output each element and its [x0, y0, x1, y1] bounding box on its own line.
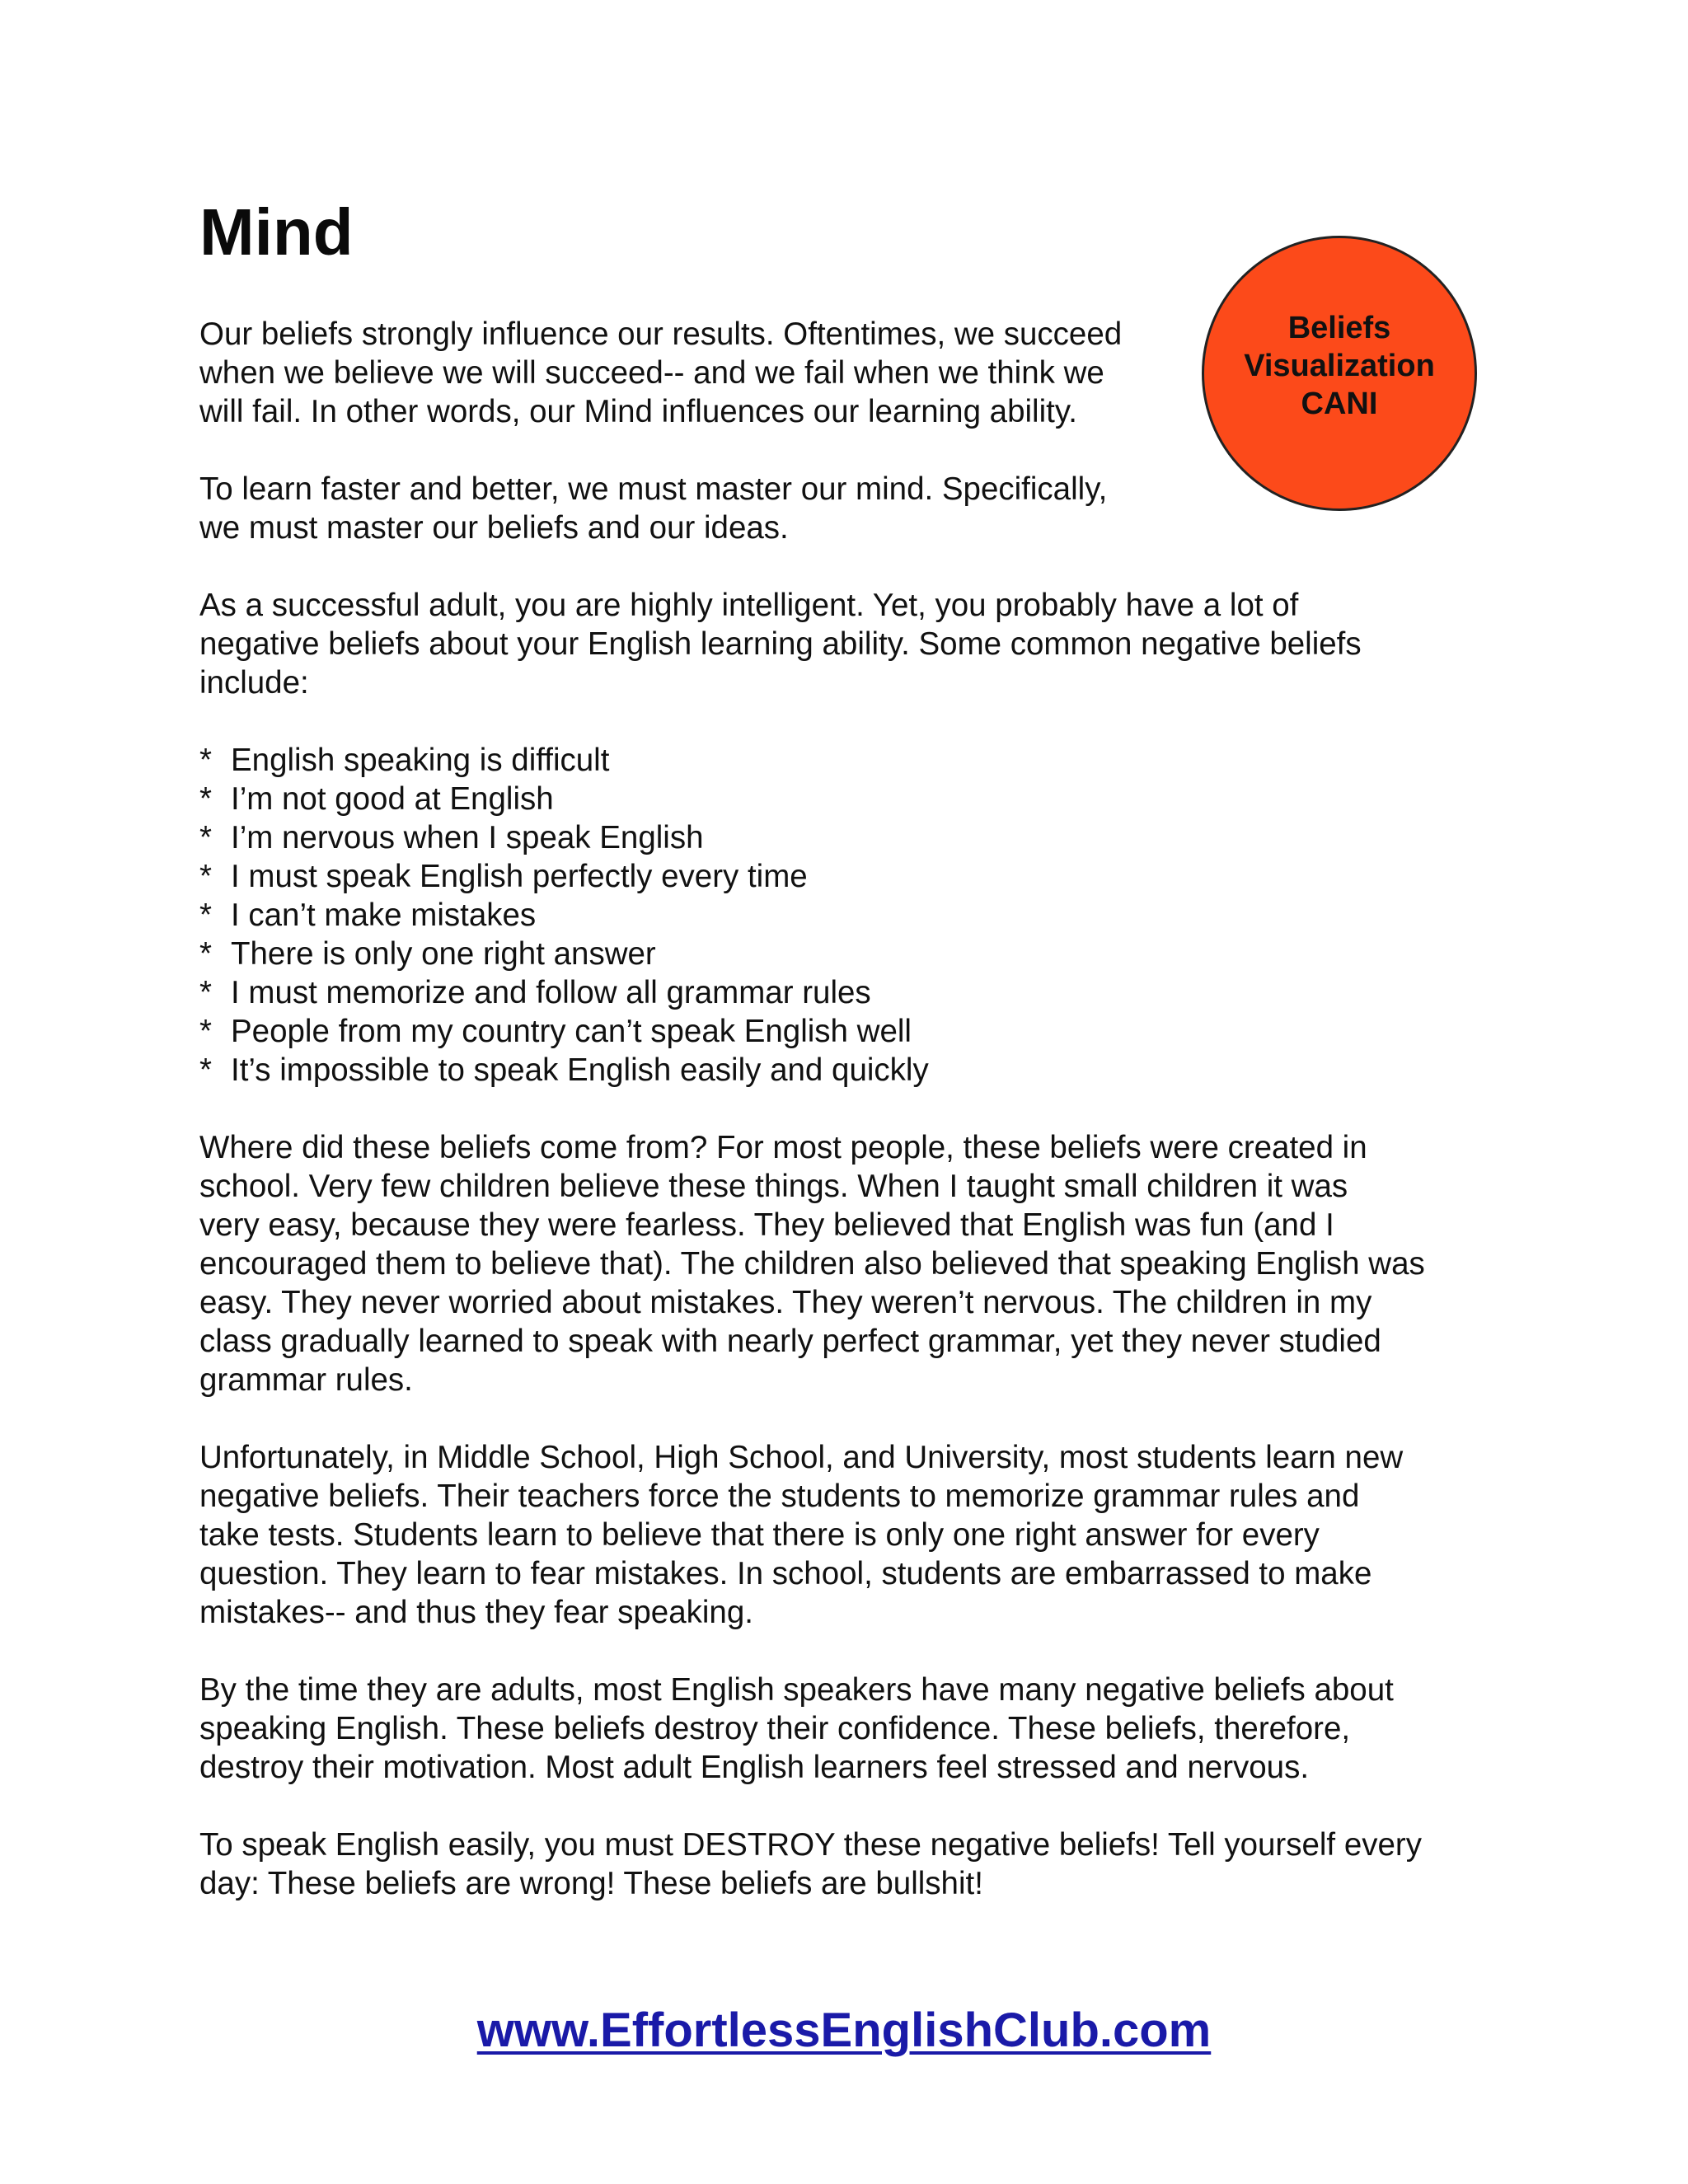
text-line: encouraged them to believe that). The children also believed that speaking English was	[199, 1246, 1425, 1282]
list-item-text: There is only one right answer	[231, 936, 656, 972]
list-item	[199, 818, 1502, 857]
text-line: Where did these beliefs come from? For most people, these beliefs were created in	[199, 1130, 1367, 1165]
list-item	[199, 973, 1502, 1012]
text-line: destroy their motivation. Most adult English learners feel stressed and nervous.	[199, 1750, 1310, 1785]
bullet-marker: *	[199, 1014, 212, 1049]
badge-line-visualization: Visualization	[1244, 349, 1435, 383]
text-line: include:	[199, 665, 309, 701]
text-line: school. Very few children believe these things. When I taught small children it was	[199, 1169, 1348, 1204]
text-line: question. They learn to fear mistakes. In school, students are embarrassed to make	[199, 1556, 1372, 1591]
paragraph-master-mind	[199, 470, 1189, 547]
list-item-text: I can’t make mistakes	[231, 898, 537, 933]
text-line: negative beliefs. Their teachers force the students to memorize grammar rules and	[199, 1479, 1360, 1514]
list-item	[199, 780, 1502, 818]
list-item	[199, 1051, 1502, 1090]
text-line: Unfortunately, in Middle School, High School, and University, most students learn new	[199, 1440, 1404, 1475]
paragraph-negative-beliefs	[199, 586, 1502, 702]
list-item	[199, 1012, 1502, 1051]
list-item-text: I’m not good at English	[231, 781, 554, 817]
list-item	[199, 935, 1502, 973]
paragraph-destroy-beliefs	[199, 1825, 1502, 1903]
list-item-text: I must memorize and follow all grammar rules	[231, 975, 871, 1010]
bullet-marker: *	[199, 975, 212, 1010]
bullet-marker: *	[199, 936, 212, 972]
badge-line-beliefs: Beliefs	[1287, 311, 1391, 345]
text-line: very easy, because they were fearless. They believed that English was fun (and I	[199, 1207, 1334, 1243]
bullet-marker: *	[199, 820, 212, 855]
list-item-text: English speaking is difficult	[231, 743, 610, 778]
bullet-marker: *	[199, 898, 212, 933]
list-item-text: I must speak English perfectly every time	[231, 859, 808, 894]
text-line: easy. They never worried about mistakes. They weren’t nervous. The children in my	[199, 1285, 1372, 1320]
text-line: speaking English. These beliefs destroy their confidence. These beliefs, therefore,	[199, 1711, 1351, 1746]
badge-line-cani: CANI	[1301, 387, 1378, 421]
paragraph-origin-of-beliefs	[199, 1128, 1502, 1399]
paragraph-adults	[199, 1671, 1502, 1787]
list-item	[199, 896, 1502, 935]
list-item	[199, 741, 1502, 780]
text-line: negative beliefs about your English learning ability. Some common negative beliefs	[199, 626, 1362, 662]
text-line: Our beliefs strongly influence our results. Oftentimes, we succeed	[199, 316, 1123, 352]
text-line: day: These beliefs are wrong! These beliefs are bullshit!	[199, 1866, 983, 1901]
website-link[interactable]: www.EffortlessEnglishClub.com	[476, 2004, 1212, 2057]
text-line: grammar rules.	[199, 1362, 413, 1398]
text-line: take tests. Students learn to believe that there is only one right answer for every	[199, 1517, 1320, 1553]
body-text	[199, 315, 1502, 1942]
text-line: As a successful adult, you are highly intelligent. Yet, you probably have a lot of	[199, 588, 1299, 623]
bullet-marker: *	[199, 781, 212, 817]
text-line: mistakes-- and thus they fear speaking.	[199, 1595, 753, 1630]
text-line: when we believe we will succeed-- and we fail when we think we	[199, 355, 1104, 391]
list-item-text: It’s impossible to speak English easily and quickly	[231, 1052, 929, 1088]
page-title: Mind	[199, 195, 354, 269]
paragraph-intro	[199, 315, 1189, 431]
paragraph-school	[199, 1438, 1502, 1632]
negative-beliefs-list	[199, 741, 1502, 1090]
text-line: To speak English easily, you must DESTROY these negative beliefs! Tell yourself every	[199, 1827, 1422, 1863]
text-line: By the time they are adults, most English speakers have many negative beliefs about	[199, 1672, 1394, 1708]
bullet-marker: *	[199, 859, 212, 894]
footer	[0, 2003, 1688, 2058]
bullet-marker: *	[199, 743, 212, 778]
list-item-text: People from my country can’t speak English well	[231, 1014, 912, 1049]
text-line: class gradually learned to speak with nearly perfect grammar, yet they never studied	[199, 1324, 1381, 1359]
text-line: we must master our beliefs and our ideas.	[199, 510, 789, 546]
bullet-marker: *	[199, 1052, 212, 1088]
text-line: To learn faster and better, we must master our mind. Specifically,	[199, 471, 1108, 507]
text-line: will fail. In other words, our Mind influences our learning ability.	[199, 394, 1077, 429]
list-item	[199, 857, 1502, 896]
list-item-text: I’m nervous when I speak English	[231, 820, 704, 855]
